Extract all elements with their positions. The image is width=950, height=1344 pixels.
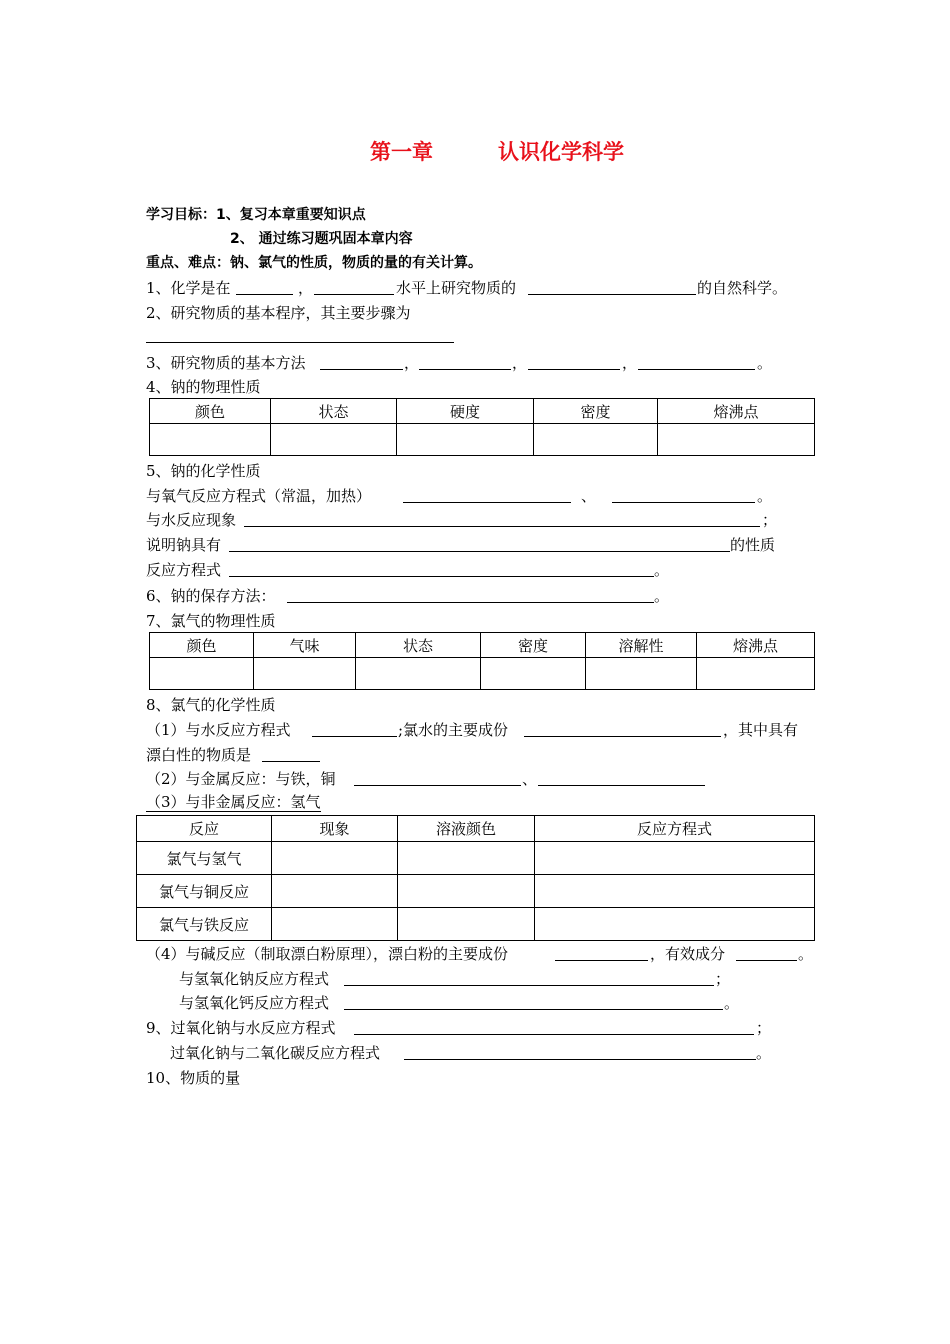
q3-end: 。: [757, 354, 773, 372]
q8-caoh-blank[interactable]: [344, 1009, 723, 1010]
chlorine-reaction-table: [136, 815, 815, 941]
table-row-label: 氯气与铁反应: [137, 908, 272, 941]
table-header: 反应方程式: [535, 816, 815, 842]
q5-oxygen: 与氧气反应方程式（常温，加热）: [146, 487, 372, 505]
q8-s4a: （4）与碱反应（制取漂白粉原理），漂白粉的主要成份: [146, 945, 509, 963]
sodium-physical-table: [149, 398, 815, 456]
q10-text: 10、物质的量: [146, 1069, 241, 1087]
q5-explain: 说明钠具有: [146, 536, 222, 554]
q8-s2-dun: 、: [522, 770, 538, 788]
q9-end: 。: [756, 1044, 772, 1062]
q5-oxygen-blank-1[interactable]: [403, 502, 571, 503]
q8-s1b: ;氯水的主要成份: [398, 721, 509, 739]
table-cell[interactable]: [272, 875, 398, 908]
table-cell[interactable]: [586, 658, 697, 690]
table-cell[interactable]: [356, 658, 481, 690]
q8-naoh-end: ；: [715, 970, 731, 988]
q1-blank-1[interactable]: [236, 294, 293, 295]
table-cell[interactable]: [150, 658, 254, 690]
q3-sep-3: ，: [622, 354, 638, 372]
q3-blank-4[interactable]: [638, 369, 755, 370]
q8-s1-blank-3[interactable]: [262, 761, 320, 762]
title-topic: 认识化学科学: [498, 140, 624, 164]
q8-s4b: ，有效成分: [650, 945, 726, 963]
q5-eq-blank[interactable]: [229, 576, 654, 577]
table-header: 熔沸点: [658, 399, 815, 424]
table-header: 密度: [481, 633, 586, 658]
q5-semicolon: ；: [762, 511, 778, 529]
table-cell[interactable]: [398, 842, 535, 875]
table-header: 反应: [137, 816, 272, 842]
q3-blank-3[interactable]: [528, 369, 620, 370]
q8-s4-end: 。: [798, 945, 814, 963]
q1-text-d: 的自然科学。: [697, 279, 788, 297]
table-cell[interactable]: [658, 424, 815, 456]
q3-sep-1: ，: [404, 354, 420, 372]
q3-sep-2: ，: [512, 354, 528, 372]
table-cell[interactable]: [272, 842, 398, 875]
goals-label: 学习目标：1、复习本章重要知识点: [146, 207, 366, 223]
q1-blank-2[interactable]: [314, 294, 394, 295]
table-header: 颜色: [150, 633, 254, 658]
q9-text-a: 9、过氧化钠与水反应方程式: [146, 1019, 336, 1037]
q5-text: 5、钠的化学性质: [146, 462, 261, 480]
table-cell[interactable]: [534, 424, 658, 456]
table-cell[interactable]: [271, 424, 397, 456]
table-header: 密度: [534, 399, 658, 424]
table-header: 状态: [356, 633, 481, 658]
q5-eq: 反应方程式: [146, 561, 222, 579]
q1-text-a: 1、化学是在: [146, 279, 231, 297]
q8-s2: （2）与金属反应：与铁，铜: [146, 770, 336, 788]
q5-eq-end: 。: [654, 561, 670, 579]
table-cell[interactable]: [535, 875, 815, 908]
table-cell[interactable]: [697, 658, 815, 690]
table-cell[interactable]: [535, 842, 815, 875]
q8-s2-blank-2[interactable]: [538, 785, 705, 786]
q3-text: 3、研究物质的基本方法: [146, 354, 306, 372]
q6-end: 。: [654, 587, 670, 605]
q5-period: 。: [757, 487, 773, 505]
q5-prop: 的性质: [730, 536, 776, 554]
table-cell[interactable]: [398, 875, 535, 908]
q8-s1-blank-2[interactable]: [524, 736, 721, 737]
q3-blank-1[interactable]: [320, 369, 403, 370]
q7-text: 7、氯气的物理性质: [146, 612, 276, 630]
table-cell[interactable]: [397, 424, 534, 456]
q9-semicolon: ；: [756, 1019, 772, 1037]
q8-s1c: ，其中具有: [723, 721, 799, 739]
table-row-label: 氯气与氢气: [137, 842, 272, 875]
table-header: 溶液颜色: [398, 816, 535, 842]
goals-line2: 2、 通过练习题巩固本章内容: [230, 231, 413, 247]
q8-s1a: （1）与水反应方程式: [146, 721, 291, 739]
q8-s3: （3）与非金属反应：氢气: [146, 793, 321, 811]
table-cell[interactable]: [535, 908, 815, 941]
q5-dun: 、: [581, 487, 597, 505]
q5-oxygen-blank-2[interactable]: [612, 502, 755, 503]
table-header: 溶解性: [586, 633, 697, 658]
q9-blank-2[interactable]: [404, 1059, 756, 1060]
table-header: 气味: [254, 633, 356, 658]
q1-blank-3[interactable]: [528, 294, 696, 295]
q2-text: 2、研究物质的基本程序，其主要步骤为: [146, 304, 411, 322]
q8-caoh: 与氢氧化钙反应方程式: [179, 994, 330, 1012]
table-header: 熔沸点: [697, 633, 815, 658]
q5-water-blank[interactable]: [244, 526, 760, 527]
q8-naoh: 与氢氧化钠反应方程式: [179, 970, 330, 988]
table-header: 硬度: [397, 399, 534, 424]
chlorine-physical-table: [149, 632, 815, 690]
q5-explain-blank[interactable]: [229, 551, 730, 552]
q6-blank[interactable]: [287, 602, 654, 603]
table-cell[interactable]: [398, 908, 535, 941]
table-cell[interactable]: [254, 658, 356, 690]
q1-text-b: ，: [298, 279, 314, 297]
table-header: 颜色: [150, 399, 271, 424]
q8-s4-blank-2[interactable]: [736, 960, 797, 961]
q8-naoh-blank[interactable]: [344, 985, 714, 986]
q8-s2-blank-1[interactable]: [354, 785, 521, 786]
q8-s4-blank-1[interactable]: [555, 960, 648, 961]
table-row-label: 氯气与铜反应: [137, 875, 272, 908]
table-cell[interactable]: [481, 658, 586, 690]
key-points: 重点、难点：钠、氯气的性质，物质的量的有关计算。: [146, 255, 482, 271]
q2-blank[interactable]: [146, 342, 454, 343]
table-header: 现象: [272, 816, 398, 842]
table-cell[interactable]: [150, 424, 271, 456]
q9-text-b: 过氧化钠与二氧化碳反应方程式: [170, 1044, 381, 1062]
table-header: 状态: [271, 399, 397, 424]
q3-blank-2[interactable]: [419, 369, 511, 370]
q8-s1d: 漂白性的物质是: [146, 746, 252, 764]
q9-blank-1[interactable]: [354, 1034, 754, 1035]
q5-water: 与水反应现象: [146, 511, 237, 529]
q8-caoh-end: 。: [724, 994, 740, 1012]
table-cell[interactable]: [272, 908, 398, 941]
q6-text: 6、钠的保存方法：: [146, 587, 276, 605]
q4-text: 4、钠的物理性质: [146, 378, 261, 396]
q8-s1-blank-1[interactable]: [312, 736, 397, 737]
q1-text-c: 水平上研究物质的: [396, 279, 517, 297]
q8-text: 8、氯气的化学性质: [146, 696, 276, 714]
title-chapter: 第一章: [370, 140, 433, 164]
